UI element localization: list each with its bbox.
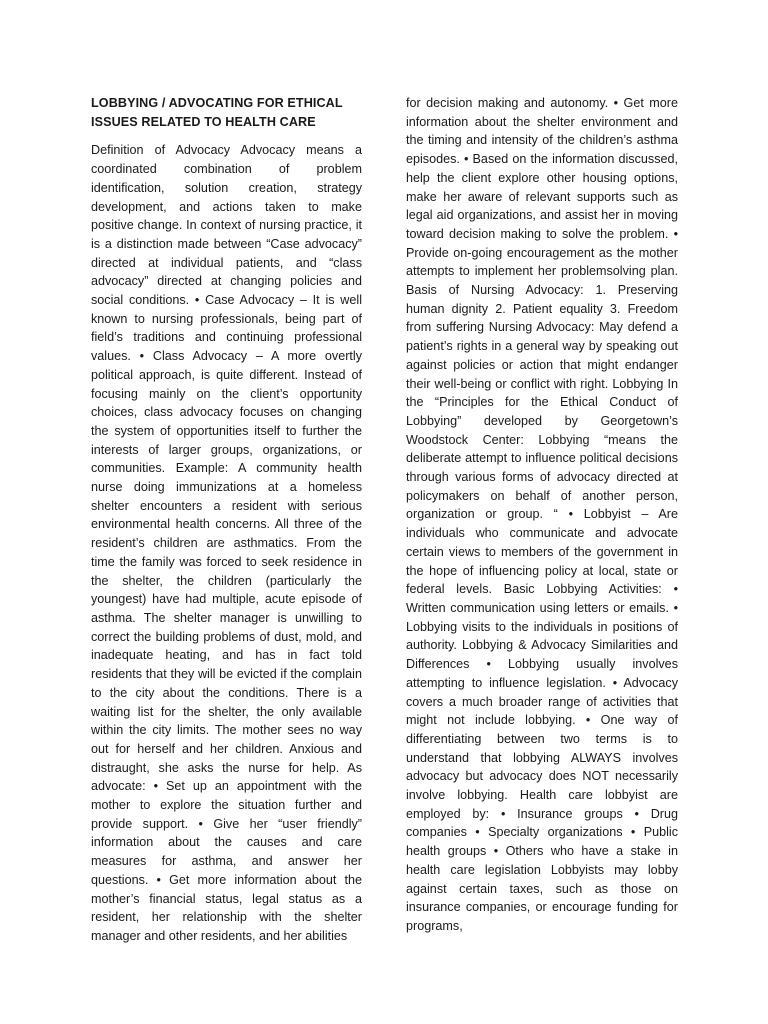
right-column-paragraph: for decision making and autonomy. • Get more information about the shelter environment and the timing and intensity of the children’s asthma episodes. • Based on the information discussed, help the client explore other housing options, make her aware of relevant supports such as legal aid organizations, and assist her in moving toward decision making to solve the problem. • Provide on-going encouragement as the mother attempts to implement her problem⁠solving plan. Basis of Nursing Advocacy: 1. Preserving human dignity 2. Patient equality 3. Freedom from suffering Nursing Advocacy: May defend a patient’s rights in a general way by speaking out against policies or action that might endanger their well-being or conflict with right. Lobbying In the “Principles for the Ethical Conduct of Lobbying” developed by Georgetown’s Woodstock Center: Lobbying “means the deliberate attempt to influence political decisions through various forms of advocacy directed at policymakers on behalf of another person, organization or group. “ • Lobbyist – Are individuals who communicate and advocate certain views to members of the government in the hope of influencing policy at local, state or federal levels. Basic Lobbying Activities: • Written communication using letters or emails. • Lobbying visits to the individuals in positions of authority. Lobbying & Advocacy Similarities and Differences • Lobbying usually involves attempting to influence legislation. • Advocacy covers a much broader range of activities that might not include lobbying. • One way of differentiating between two terms is to understand that lobbying ALWAYS involves advocacy but advocacy does NOT necessarily involve lobbying. Health care lobbyist are employed by: • Insurance groups • Drug companies • Specialty organizations • Public health groups • Others who have a stake in health care legislation Lobbyists may lobby against certain taxes, such as those on insurance companies, or encourage funding for programs, — [406, 96, 678, 933]
right-column — [406, 94, 678, 936]
left-column — [91, 94, 362, 946]
document-heading: LOBBYING / ADVOCATING FOR ETHICAL ISSUES RELATED TO HEALTH CARE — [91, 96, 343, 129]
left-column-paragraph: Definition of Advocacy Advocacy means a coordinated combination of problem identification, solution creation, strategy development, and actions taken to make positive change. In context of nursing practice, it is a distinction made between “Case advocacy” directed at individual patients, and “class advocacy” directed at changing policies and social conditions. • Case Advocacy – It is well known to nursing professionals, being part of field’s traditions and continuing professional values. • Class Advocacy – A more overtly political approach, is quite different. Instead of focusing mainly on the client’s opportunity choices, class advocacy focuses on changing the system of opportunities itself to further the interests of larger groups, organizations, or communities. Example: A community health nurse doing immunizations at a homeless shelter encounters a resident with serious environmental health concerns. All three of the resident’s children are asthmatics. From the time the family was forced to seek residence in the shelter, the children (particularly the youngest) have had multiple, acute episode of asthma. The shelter manager is unwilling to correct the building problems of dust, mold, and inadequate heating, and has in fact told residents that they will be evicted if the complain to the city about the conditions. There is a waiting list for the shelter, the only available within the city limits. The mother sees no way out for herself and her children. Anxious and distraught, she asks the nurse for help. As advocate: • Set up an appointment with the mother to explore the situation further and provide support. • Give her “user friendly” information about the causes and care measures for asthma, and answer her questions. • Get more information about the mother’s financial status, legal status as a resident, her relationship with the shelter manager and other residents, and her abilities — [91, 143, 362, 943]
